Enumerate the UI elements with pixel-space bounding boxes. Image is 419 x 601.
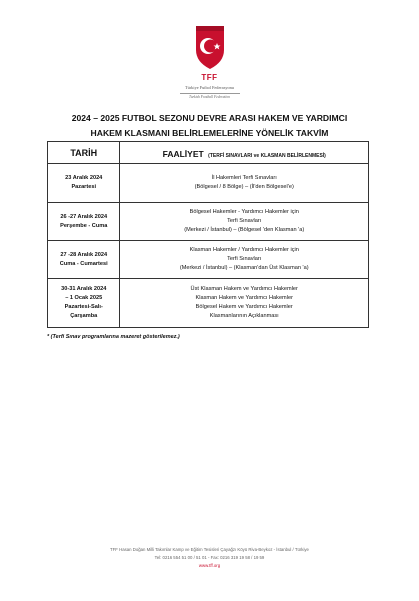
activity-line: (Merkezi / İstanbul) – (Klasman'dan Üst Klasman 'a): [179, 265, 309, 271]
activity-line: İl Hakemleri Terfi Sınavları: [211, 175, 277, 181]
activity-cell: [120, 279, 369, 328]
footer-phone: Tel: 0216 554 51 00 / 51 01 - Fax: 0216 319 19 58 / 19 59: [154, 555, 265, 560]
table-row: [48, 279, 369, 328]
column-header-activity-label: FAALİYET: [162, 148, 204, 159]
activity-cell: [120, 164, 369, 203]
brand-subtitle: Türkiye Futbol Federasyonu: [185, 85, 234, 90]
activity-line: (Merkezi / İstanbul) – (Bölgesel 'den Klasman 'a): [184, 227, 305, 233]
column-header-date: TARİH: [48, 142, 120, 164]
brand-divider: [180, 93, 240, 94]
brand-subtitle-en: Turkish Football Federation: [189, 95, 230, 99]
table-row: [48, 241, 369, 279]
date-line: 30-31 Aralık 2024: [61, 286, 107, 292]
activity-line: Bölgesel Hakem ve Yardımcı Hakemler: [195, 304, 293, 310]
activity-line: Bölgesel Hakemler - Yardımcı Hakemler için: [189, 209, 299, 215]
date-cell: [48, 241, 120, 279]
tff-logo-icon: [193, 24, 227, 70]
date-cell: [48, 203, 120, 241]
date-line: Çarşamba: [70, 313, 98, 319]
activity-cell: [120, 203, 369, 241]
date-line: Cuma - Cumartesi: [59, 260, 108, 267]
footer-address: TFF Hasan Doğan Milli Takımlar Kamp ve Eğitim Tesisleri Çayağzı Köyü Riva-Beykoz - İstanbul / Türkiye: [110, 547, 309, 552]
page-title-line2: HAKEM KLASMANI BELİRLEMELERİNE YÖNELİK TAKVİM: [90, 128, 329, 138]
date-line: Pazartesi: [71, 184, 97, 190]
activity-line: (Bölgesel / 8 Bölge) – (İl'den Bölgesel'e): [194, 184, 294, 190]
activity-line: Terfi Sınavları: [227, 256, 262, 262]
activity-line: Üst Klasman Hakem ve Yardımcı Hakemler: [190, 286, 298, 292]
brand-name: TFF: [201, 73, 218, 82]
date-line: Perşembe - Cuma: [60, 222, 108, 229]
activity-line: Terfi Sınavları: [227, 218, 262, 224]
date-cell: [48, 164, 120, 203]
column-header-activity: [120, 142, 369, 164]
schedule-table: [47, 141, 369, 328]
date-cell: [48, 279, 120, 328]
column-header-activity-sub: (TERFİ SINAVLARI ve KLASMAN BELİRLENMESİ): [208, 152, 326, 159]
activity-line: Klasman Hakemler / Yardımcı Hakemler için: [189, 247, 299, 253]
date-line: – 1 Ocak 2025: [65, 295, 103, 301]
date-line: 27 -28 Aralık 2024: [60, 251, 108, 258]
table-row: [48, 203, 369, 241]
date-line: Pazartesi-Salı-: [64, 304, 103, 310]
activity-line: Klasman Hakem ve Yardımcı Hakemler: [195, 295, 293, 301]
footer-website-link[interactable]: www.tff.org: [198, 563, 221, 568]
date-line: 26 -27 Aralık 2024: [60, 213, 108, 220]
activity-line: Klasmanlarının Açıklanması: [209, 313, 279, 319]
activity-cell: [120, 241, 369, 279]
table-row: [48, 164, 369, 203]
footnote: * (Terfi Sınav programlarına mazeret gösterilemez.): [47, 334, 180, 340]
page-title-line1: 2024 – 2025 FUTBOL SEZONU DEVRE ARASI HAKEM VE YARDIMCI: [71, 113, 348, 123]
table-header-row: [48, 142, 369, 164]
date-line: 23 Aralık 2024: [65, 175, 103, 181]
